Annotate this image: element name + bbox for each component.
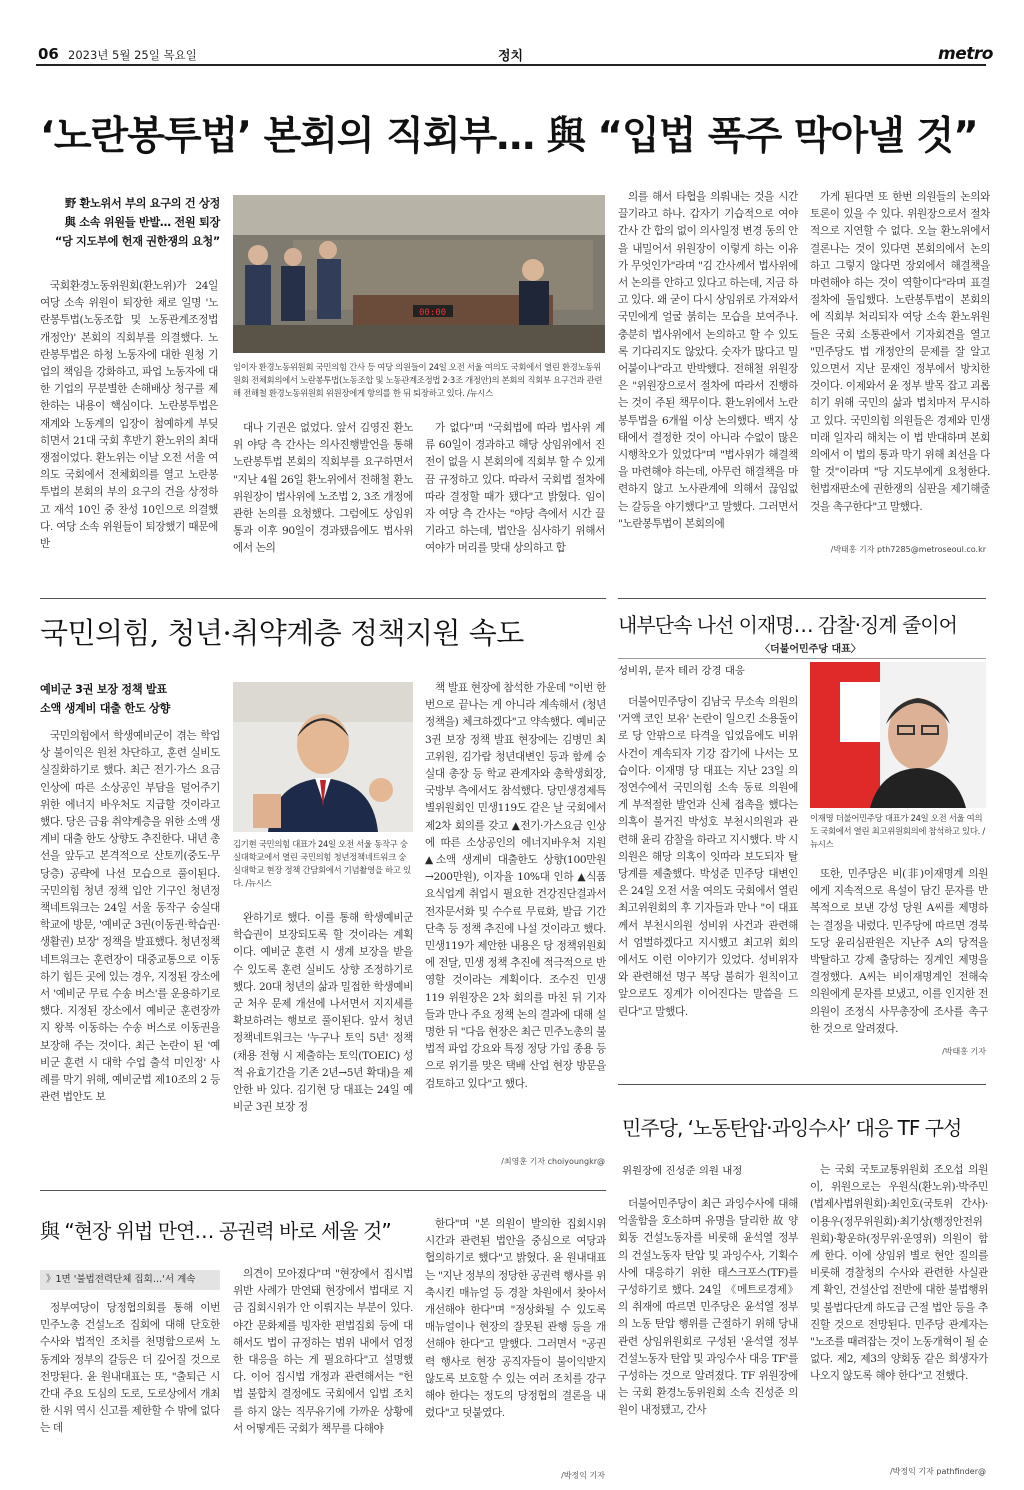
- parliament-committee-photo: [233, 195, 605, 353]
- caption-credit: /뉴시스: [810, 826, 985, 849]
- article-text: 더불어민주당이 최근 과잉수사에 대해 억울함을 호소하며 유명을 달리한 故 양회동 건설노동자를 비롯해 윤석열 정부의 건설노동자 탄압 및 과잉수사, 기획수사에 대응하기 위한 태스크포스(TF)를 구성하기로 했다. 24일 《메트로경제》의 취재에 따르면 민주당은 윤석열 정부의 노동 탄압 행위를 근절하기 위해 당내 관련 상임위원회로 구성된 '윤석열 정부 건설노동자 탄압 및 과잉수사 대응 TF'를 구성하는 것으로 알려졌다. TF 위원장에는 국회 환경노동위원회 소속 진성준 의원이 내정됐고, 간사: [618, 1198, 798, 1417]
- lee-jae-myung-photo: [810, 662, 986, 808]
- story4-column-2: [810, 1162, 988, 1462]
- photo-caption-text: 임이자 환경노동위원회 국민의힘 간사 등 여당 의원들이 24일 오전 서울 여의도 국회에서 열린 환경노동위원회 전체회의에서 노란봉투법(노동조합 및 노동관계조정법 2·3조 개정안)의 본회의 직회부 요구건과 관련해 전해철 환경노동위원회 위원장에게 항의를 한 뒤 퇴장하고 있다.: [233, 362, 603, 398]
- story2-subhead: 소액 생계비 대출 한도 상향: [40, 702, 170, 715]
- story1-byline: /박태홍 기자 pth7285@metroseoul.co.kr: [830, 545, 986, 554]
- page-number: 06: [38, 45, 59, 63]
- divider: [40, 598, 606, 599]
- story3-column-2: [810, 866, 988, 1040]
- story1-subhead: 野 환노위서 부의 요구의 건 상정: [65, 197, 220, 210]
- story1-caption: [233, 361, 605, 405]
- article-text: 더불어민주당이 김남국 무소속 의원의 '거액 코인 보유' 논란이 일으킨 소용돌이로 당 안팎으로 타격을 입었음에도 비위 사건이 계속되자 기강 잡기에 나서는 모습이다. 이재명 당 대표는 지난 23일 의정연수에서 국민의힘 소속 동료 의원에게 부적절한 발언과 신체 접촉을 했다는 의혹이 불거진 박성호 부천시의원과 관련해 윤리 감찰을 하라고 지시했다. 박 시의원은 해당 의혹이 잇따라 보도되자 탈당계를 제출했다. 박성준 민주당 대변인은 24일 오전 서울 여의도 국회에서 열린 최고위원회의 후 기자들과 만나 "이 대표께서 부천시의원 성비위 사건과 관련해서 엄벌하겠다고 지시했고 최고위 회의에서도 이런 이야기가 있었다. 성비위자와 관련해선 명구 복당 불허가 원칙이고 앞으로도 징계가 이어진다는 말씀을 드린다"고 말했다.: [618, 696, 798, 1018]
- issue-date: 2023년 5월 25일 목요일: [68, 48, 197, 62]
- story4-column-1: [618, 1196, 798, 1464]
- lee-jae-myung-image: [810, 662, 986, 808]
- story1-column-5: [810, 189, 990, 539]
- continued-from-tag: 》1면 '불법전력단체 집회…'서 계속: [40, 1270, 220, 1290]
- story4-subhead: 위원장에 진성준 의원 내정: [622, 1165, 743, 1177]
- article-text: 는 국회 국토교통위원회 조오섭 의원이, 위원으로는 우원식(환노위)·박주민(법제사법위원회)·최인호(국토위 간사)·이용우(정무위원회)·최기상(행정안전위원회)·황운하(정무위·운영위) 의원이 함께 한다. 이에 상임위 별로 현안 질의를 비롯해 경찰청의 수사와 관련한 사실관계 확인, 건설산업 전반에 대한 불법행위 및 불법다단계 하도급 근절 법안 등을 추진할 것으로 전망된다. 민주당 관계자는 "노조를 때려잡는 것이 노동개혁이 될 순 없다. 제2, 제3의 양회동 같은 희생자가 나오지 않도록 해야 한다"고 전했다.: [810, 1164, 988, 1383]
- story2-headline: 국민의힘, 청년·취약계층 정책지원 속도: [40, 616, 524, 650]
- story4-byline: /박정익 기자 pathfinder@: [889, 1467, 986, 1476]
- kim-gi-hyeon-photo: [233, 682, 413, 832]
- story2-column-1: [40, 728, 220, 1168]
- story3-headline-sub: 〈더불어민주당 대표〉: [760, 644, 861, 655]
- story3-headline: 내부단속 나선 이재명… 감찰·징계 줄이어: [618, 613, 957, 637]
- header-rule: [36, 64, 986, 66]
- story2-byline: /최영훈 기자 choiyoungkr@: [501, 1157, 605, 1166]
- story1-column-4: [618, 189, 798, 575]
- story5-column-1: [40, 1300, 220, 1472]
- article-text: 의견이 모아졌다"며 "현장에서 집시법 위반 사례가 만연돼 현장에서 법대로 지금 집회시위가 안 이뤄지는 부분이 있다. 야간 문화제를 빙자한 편법집회 등에 대해서도 법이 규정하는 범위 내에서 엄정한 대응을 하는 게 필요하다"고 설명했다. 이어 집시법 개정과 관련해서는 "헌법 불합치 결정에도 국회에서 입법 조치를 하지 않는 직무유기에 가까운 상황에서 어떻게든 국회가 책무를 다해야: [233, 1268, 413, 1435]
- photo-caption-text: 이재명 더불어민주당 대표가 24일 오전 서울 여의도 국회에서 열린 최고위원회의에 참석하고 있다.: [810, 813, 983, 836]
- article-text: 또한, 민주당은 비(非)이재명계 의원에게 지속적으로 욕설이 담긴 문자를 반복적으로 보낸 강성 당원 A씨를 제명하는 결정을 내렸다. 민주당에 따르면 경북도당 윤리심판원은 지난주 A의 당적을 박탈하고 강제 출당하는 징계인 제명을 결정했다. A씨는 비이재명계인 전해숙 의원에게 문자를 보냈고, 이를 인지한 전 의원이 조정식 사무총장에 조사를 촉구한 것으로 알려졌다.: [810, 868, 988, 1035]
- divider: [618, 1084, 986, 1085]
- article-text: 가 없다"며 "국회법에 따라 법사위 계류 60일이 경과하고 해당 상임위에서 진전이 없을 시 본회의에 직회부 할 수 있게끔 규정하고 있다. 따라서 국회법 절차에 따라 결정할 때가 됐다"고 밝혔다. 임이자 여당 측 간사는 "야당 측에서 시간 끌기라고 하는데, 법안을 심사하기 위해서 여야가 머리를 맞대 상의하고 합: [425, 422, 605, 555]
- divider: [618, 658, 986, 659]
- divider: [618, 598, 986, 599]
- story1-column-3: [425, 420, 605, 578]
- story2-subheads: [40, 680, 225, 718]
- story1-subheads: [40, 194, 220, 251]
- story1-column-2: [233, 420, 413, 578]
- story2-column-3: [425, 680, 606, 1150]
- article-text: 가게 된다면 또 한번 의원들의 논의와 토론이 있을 수 있다. 위원장으로서 절차적으로 지연할 수 없다. 오늘 환노위에서 결론나는 것이 있다면 본회의에서 논의하고 그렇지 않다면 장외에서 해결책을 마련해야 하는 것이 역할이다"라며 표결 절차에 돌입했다. 노란봉투법이 본회의에 직회부 처리되자 여당 소속 환노위원들은 국회 소통관에서 기자회견을 열고 "민주당도 법 개정안의 문제를 잘 알고 있으면서 지난 문재인 정부에서 방치한 것이다. 이제와서 윤 정부 발목 잡고 괴롭히기 위해 국민의 삶과 법치마저 무시하고 있다. 국민의힘 의원들은 경제와 민생 미래 일자리 해치는 이 법 반대하며 본회의에서 이 법의 통과 막기 위해 최선을 다할 것"이라며 "당 지도부에게 요청한다. 헌법재판소에 권한쟁의 심판을 제기해줄 것을 촉구한다"고 말했다.: [810, 191, 990, 513]
- svg-text:00:00: 00:00: [419, 308, 447, 318]
- story5-column-2: [233, 1266, 413, 1472]
- story4-headline: 민주당, ‘노동탄압·과잉수사’ 대응 TF 구성: [622, 1116, 962, 1140]
- story3-subhead: 성비위, 문자 테러 강경 대응: [618, 665, 745, 677]
- main-headline: ‘노란봉투법’ 본회의 직회부… 與 “입법 폭주 막아낼 것”: [40, 114, 978, 159]
- photo-caption-text: 김기현 국민의힘 대표가 24일 오전 서울 동작구 숭실대학교에서 열린 국민의힘 청년정책네트워크 숭실대학교 현장 정책 간담회에서 기념촬영을 하고 있다.: [233, 839, 411, 888]
- story5-headline: 與 “현장 위법 만연… 공권력 바로 세울 것”: [40, 1219, 391, 1243]
- story2-subhead: 예비군 3권 보장 정책 발표: [40, 683, 167, 696]
- section-label: 정치: [498, 49, 524, 64]
- story1-column-1: [40, 278, 218, 578]
- story2-caption: [233, 838, 413, 902]
- story5-column-3: [425, 1216, 606, 1466]
- story3-byline: /박태홍 기자: [942, 1047, 986, 1056]
- article-text: 책 발표 현장에 참석한 가운데 "이번 한번으로 끝나는 게 아니라 계속해서 (청년 정책을) 체크하겠다"고 약속했다. 예비군 3권 보장 정책 발표 현장에는 김병민 최고위원, 김가람 청년대변인 등과 함께 숭실대 총장 등 학교 관계자와 총학생회장, 국방부 측에서도 참석했다. 당민생경제특별위원회인 민생119도 같은 날 국회에서 제2차 회의를 갖고 ▲전기·가스요금 인상에 따른 소상공인의 에너지바우처 지원 ▲소액 생계비 대출한도 상향(100만원→200만원), 이자율 10%대 인하 ▲식품요식업계 취업시 필요한 건강진단결과서 전자문서화 및 수수료 무료화, 발급 기간 단축 등 정책 추진에 나설 것이라고 했다. 민생119가 제안한 내용은 당 정책위원회에 전달, 민생 정책 추진에 적극적으로 반영할 것이라는 계획이다. 조수진 민생119 위원장은 2차 회의를 마친 뒤 기자들과 만나 주요 정책 논의 결과에 대해 설명한 뒤 "다음 현장은 최근 민주노총의 불법적 파업 강요와 특정 정당 가입 종용 등으로 위기를 맞은 택배 산업 현장 방문을 검토하고 있다"고 했다.: [425, 682, 606, 1090]
- story2-column-2: [233, 910, 413, 1168]
- article-text: 대나 기권은 없었다. 앞서 김영진 환노위 야당 측 간사는 의사진행발언을 통해 노란봉투법 본회의 직회부를 요구하면서 "지난 4월 26일 환노위에서 전해철 환노위원장이 법사위에 노조법 2, 3조 개정에 관한 논의를 요청했다. 그럼에도 상임위 통과 이후 90일이 경과됐음에도 법사위에서 논의: [233, 422, 413, 555]
- divider: [40, 1190, 606, 1191]
- parliament-committee-image: [233, 195, 605, 353]
- kim-gi-hyeon-image: [233, 682, 413, 832]
- brand-logo: metro: [938, 44, 993, 64]
- story3-caption: [810, 812, 986, 864]
- article-text: 정부여당이 당정협의회를 통해 이번 민주노총 건설노조 집회에 대해 단호한 수사와 법적인 조치를 천명함으로써 노동계와 정부의 갈등은 더 깊어질 것으로 전망된다. 윤 원내대표는 또, "출퇴근 시간대 주요 도심의 도로, 도로상에서 개최한 시위 역시 신고를 제한할 수 밖에 없다는 데: [40, 1302, 220, 1435]
- story5-byline: /박정익 기자: [561, 1471, 605, 1480]
- story3-column-1: [618, 694, 798, 1058]
- article-text: 한다"며 "본 의원이 발의한 집회시위 시간과 관련된 법안을 중심으로 여당과 협의하기로 했다"고 밝혔다. 윤 원내대표는 "지난 정부의 정당한 공권력 행사를 위축시킨 매뉴얼 등 경찰 차원에서 찾아서 개선해야 한다"며 "정상화될 수 있도록 매뉴얼이나 현장의 잘못된 관행 등을 개선해야 한다"고 말했다. 그러면서 "공권력 행사로 현장 공직자들이 불이익받지 않도록 보호할 수 있는 여러 조치를 강구해야 한다는 정도의 당정협의 결론을 내렸다"고 덧붙였다.: [425, 1218, 606, 1420]
- article-text: 국회환경노동위원회(환노위)가 24일 여당 소속 위원이 퇴장한 채로 일명 '노란봉투법(노동조합 및 노동관계조정법 개정안)' 본회의 직회부를 의결했다. 노란봉투법은 하청 노동자에 대한 원청 기업의 책임을 강화하고, 파업 노동자에 대한 기업의 무분별한 손해배상 청구를 제한하는 내용이 핵심이다. 노란봉투법은 재계와 노동계의 입장이 첨예하게 부딪히면서 21대 국회 후반기 환노위의 최대 쟁점이었다. 환노위는 이날 오전 서울 여의도 국회에서 전체회의를 열고 노란봉투법의 본회의 부의 요구의 건을 상정하고 재석 10인 중 찬성 10인으로 의결했다. 여당 소속 위원들이 퇴장했기 때문에 반: [40, 280, 218, 551]
- article-text: 완하기로 했다. 이를 통해 학생예비군 학습권이 보장되도록 할 것이라는 계획이다. 예비군 훈련 시 생계 보장을 받을 수 있도록 훈련 실비도 상향 조정하기로 했다. 20대 청년의 삶과 밀접한 학생예비군 처우 문제 개선에 나서면서 지지세를 확보하려는 행보로 풀이된다. 앞서 청년정책네트워크는 '누구나 토익 5년' 정책(채용 전형 시 제출하는 토익(TOEIC) 성적 유효기간을 기존 2년→5년 확대)을 제안한 바 있다. 김기현 당 대표는 24일 예비군 3권 보장 정: [233, 912, 413, 1114]
- story1-subhead: “당 지도부에 헌재 권한쟁의 요청”: [54, 235, 220, 248]
- caption-credit: /뉴시스: [466, 388, 493, 398]
- article-text: 의를 해서 타협을 의뤄내는 것을 시간끌기라고 하나. 갑자기 기습적으로 여야 간사 간 합의 없이 의사일정 변경 동의 안을 내밀어서 위원장이 이렇게 하는 이유가 무엇인가"라며 "김 간사께서 법사위에서 논의를 안하고 있다고 하는데, 지금 하고 있다. 왜 굳이 다시 상임위로 가져와서 국민에게 얼굴 붉히는 모습을 보여주나. 충분히 법사위에서 논의하고 할 수 있도록 기다리지도 않았다. 숫자가 많다고 밀어붙이나"라고 반박했다. 전해철 위원장은 "위원장으로서 절차에 따라서 진행하는 것이 주된 책무이다. 환노위에서 노란봉투법을 6개월 이상 논의했다. 백지 상태에서 결정한 것이 아니라 수없이 많은 시행착오가 있었다"며 "법사위가 해결책을 마련해야 하는데, 아무런 해결책을 마련하지 않고 노사관계에 의해서 끊임없는 갈등을 야기했다"고 말했다. 그러면서 "노란봉투법이 본회의에: [618, 191, 798, 530]
- article-text: 국민의힘에서 학생예비군이 겪는 학업상 불이익은 원천 차단하고, 훈련 실비도 실질화하기로 했다. 최근 전기·가스 요금 인상에 따른 소상공인 부담을 덜어주기 위한 에너지 바우처도 지급할 것이라고 했다. 당은 금융 취약계층을 위한 소액 생계비 대출 한도 상향도 추진한다. 내년 총선을 앞두고 본격적으로 산토끼(중도·무당층) 공략에 나선 모습으로 풀이된다. 국민의힘 청년 정책 입안 기구인 청년정책네트워크는 24일 서울 동작구 숭실대학교에 방문, '예비군 3권(이동권·학습권·생활권) 보장' 정책을 발표했다. 청년정책네트워크는 훈련장이 대중교통으로 이동하기 힘든 곳에 있는 경우, 지정된 장소에서 '예비군 무료 수송 버스'를 운용하기로 했다. 지정된 장소에서 예비군 훈련장까지 왕복 이동하는 수송 버스로 이동권을 보장해 주는 것이다. 최근 논란이 된 '예비군 훈련 시 대학 수업 출석 미인정' 사례를 막기 위해, 예비군법 제10조의 2 등 관련 법안도 보: [40, 730, 220, 1104]
- caption-credit: /뉴시스: [245, 878, 272, 888]
- story1-subhead: 與 소속 위원들 반발… 전원 퇴장: [64, 216, 220, 229]
